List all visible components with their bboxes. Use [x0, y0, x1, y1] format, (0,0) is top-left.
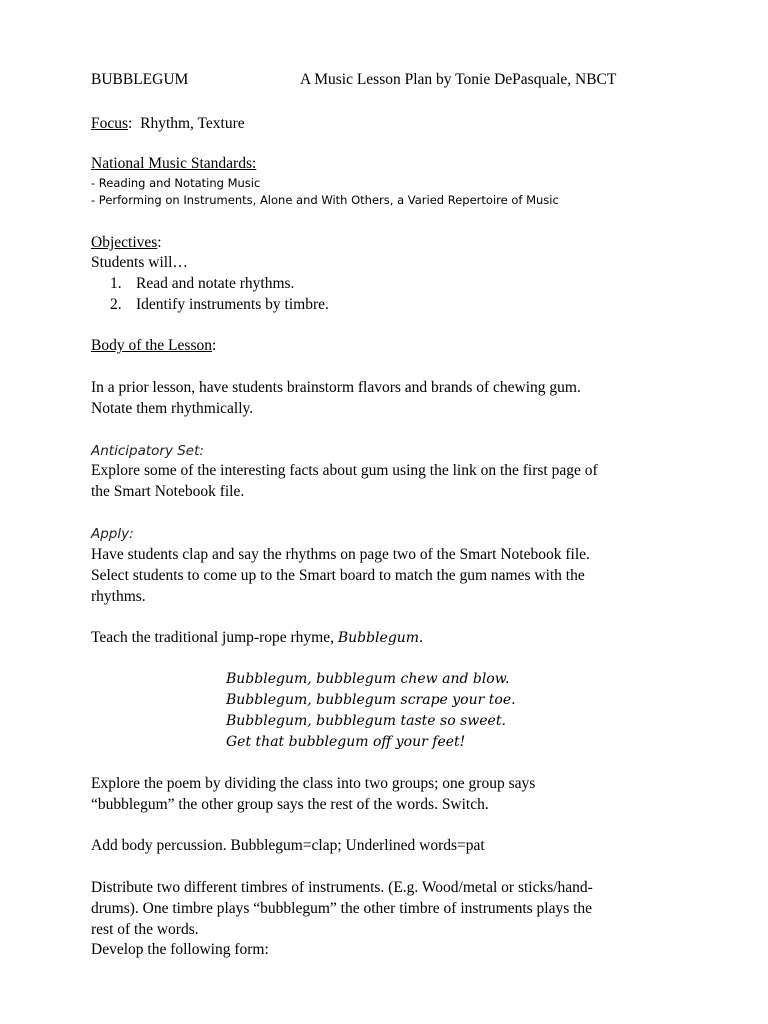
apply-text: Select students to come up to the Smart board to match the gum names with the: [91, 567, 585, 584]
focus-line: Focus: Rhythm, Texture: [91, 115, 245, 132]
body-percussion-text: Add body percussion. Bubblegum=clap; Underlined words=pat: [91, 837, 485, 854]
objective-item: 2. Identify instruments by timbre.: [110, 296, 329, 313]
prior-lesson-text: Notate them rhythmically.: [91, 400, 254, 417]
poem-line: Bubblegum, bubblegum scrape your toe.: [226, 692, 516, 708]
focus-label: Focus: [91, 115, 129, 132]
objective-item: 1. Read and notate rhythms.: [110, 275, 295, 292]
lesson-subtitle: A Music Lesson Plan by Tonie DePasquale, NBCT: [300, 71, 617, 88]
teach-line: Teach the traditional jump-rope rhyme, Bubblegum.: [91, 629, 423, 646]
distribute-text: Distribute two different timbres of instruments. (E.g. Wood/metal or sticks/hand-: [91, 879, 593, 896]
apply-text: rhythms.: [91, 588, 146, 605]
apply-text: Have students clap and say the rhythms on page two of the Smart Notebook file.: [91, 546, 590, 563]
body-heading: Body of the Lesson:: [91, 337, 217, 354]
focus-value: Rhythm, Texture: [140, 115, 245, 132]
anticipatory-label: Anticipatory Set:: [91, 443, 204, 459]
standard-item: - Performing on Instruments, Alone and With Others, a Varied Repertoire of Music: [91, 193, 559, 207]
prior-lesson-text: In a prior lesson, have students brainstorm flavors and brands of chewing gum.: [91, 379, 581, 396]
poem-line: Get that bubblegum off your feet!: [226, 734, 466, 750]
standard-item: - Reading and Notating Music: [91, 176, 261, 190]
standards-label: National Music Standards:: [91, 155, 257, 172]
distribute-text: rest of the words.: [91, 921, 199, 938]
poem-line: Bubblegum, bubblegum taste so sweet.: [226, 713, 506, 729]
anticipatory-text: the Smart Notebook file.: [91, 483, 245, 500]
document-header: [91, 70, 188, 90]
explore-text: “bubblegum” the other group says the rest of the words. Switch.: [91, 796, 489, 813]
body-label: Body of the Lesson: [91, 337, 212, 354]
lesson-title: BUBBLEGUM: [91, 71, 189, 88]
develop-text: Develop the following form:: [91, 941, 269, 958]
explore-text: Explore the poem by dividing the class into two groups; one group says: [91, 775, 536, 792]
poem-line: Bubblegum, bubblegum chew and blow.: [226, 671, 510, 687]
rhyme-title: Bubblegum: [337, 630, 420, 646]
objectives-heading: Objectives:: [91, 234, 162, 251]
apply-label: Apply:: [91, 526, 134, 542]
objectives-label: Objectives: [91, 234, 158, 251]
objectives-intro: Students will…: [91, 254, 188, 271]
distribute-text: drums). One timbre plays “bubblegum” the other timbre of instruments plays the: [91, 900, 593, 917]
anticipatory-text: Explore some of the interesting facts about gum using the link on the first page of: [91, 462, 598, 479]
